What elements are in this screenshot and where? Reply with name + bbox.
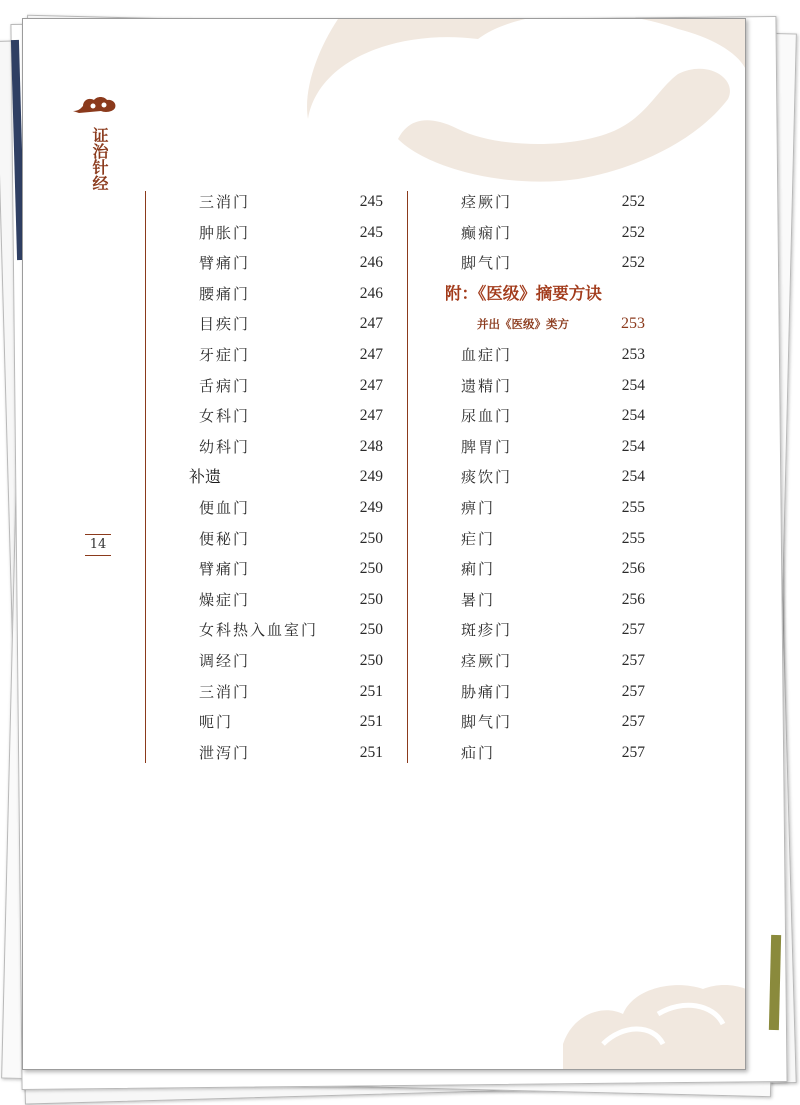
toc-entry[interactable] (175, 554, 383, 585)
toc-appendix-heading[interactable] (437, 279, 645, 310)
toc-entry-page: 251 (359, 682, 383, 700)
toc-section-heading[interactable] (175, 462, 383, 493)
toc-entry-title: 目疾门 (199, 315, 251, 334)
toc-column-right (437, 187, 645, 768)
toc-entry-title: 调经门 (199, 651, 251, 670)
toc-column-left (175, 187, 383, 768)
toc-entry-page: 257 (621, 743, 645, 761)
toc-entry-page: 250 (359, 590, 383, 608)
toc-entry[interactable] (175, 585, 383, 616)
toc-entry-page: 247 (359, 376, 383, 394)
toc-entry[interactable] (175, 707, 383, 738)
toc-entry[interactable] (437, 218, 645, 249)
toc-entry-page: 257 (621, 713, 645, 731)
toc-entry[interactable] (175, 401, 383, 432)
toc-section-title: 补遗 (189, 467, 222, 487)
toc-entry-title: 臂痛门 (199, 560, 251, 579)
toc-entry-page: 247 (359, 345, 383, 363)
toc-entry[interactable] (437, 585, 645, 616)
toc-entry-title: 牙症门 (199, 345, 251, 364)
toc-entry[interactable] (175, 340, 383, 371)
toc-entry[interactable] (175, 309, 383, 340)
toc-entry-title: 女科热入血室门 (199, 621, 319, 640)
toc-entry-title: 泄泻门 (199, 743, 251, 762)
toc-entry-page: 254 (621, 376, 645, 394)
toc-entry-title: 痰饮门 (461, 468, 513, 487)
toc-entry[interactable] (437, 340, 645, 371)
toc-entry-page: 253 (621, 315, 645, 333)
toc-entry[interactable] (437, 738, 645, 769)
toc-entry-title: 痉厥门 (461, 651, 513, 670)
toc-entry-page: 251 (359, 743, 383, 761)
toc-entry-title: 三消门 (199, 193, 251, 211)
toc-entry-title: 舌病门 (199, 376, 251, 395)
toc-entry-page: 250 (359, 529, 383, 547)
toc-entry-title: 女科门 (199, 407, 251, 426)
toc-entry-title: 腰痛门 (199, 284, 251, 303)
toc-entry-page: 257 (621, 682, 645, 700)
toc-entry-page: 250 (359, 651, 383, 669)
toc-entry-title: 癫痫门 (461, 223, 513, 242)
toc-entry[interactable] (175, 524, 383, 555)
toc-entry-page: 254 (621, 437, 645, 455)
toc-entry[interactable] (175, 248, 383, 279)
toc-appendix-title: 附：《医级》摘要方诀 (445, 283, 602, 303)
toc-entry-page: 251 (359, 713, 383, 731)
toc-entry-title: 三消门 (199, 682, 251, 701)
running-title: 证治针经 (90, 127, 109, 191)
toc-entry-page: 245 (359, 223, 383, 241)
auspicious-cloud-logo-icon (71, 94, 119, 116)
toc-entry-page: 247 (359, 407, 383, 425)
toc-entry[interactable] (175, 493, 383, 524)
toc-entry[interactable] (437, 707, 645, 738)
toc-entry[interactable] (437, 493, 645, 524)
toc-entry-page: 257 (621, 651, 645, 669)
toc-entry[interactable] (175, 432, 383, 463)
toc-entry[interactable] (437, 371, 645, 402)
toc-entry[interactable] (175, 218, 383, 249)
toc-entry-page: 250 (359, 560, 383, 578)
toc-entry-page: 256 (621, 560, 645, 578)
toc-entry-title: 肿胀门 (199, 223, 251, 242)
toc-entry[interactable] (437, 554, 645, 585)
toc-entry-title: 燥症门 (199, 590, 251, 609)
toc-entry[interactable] (437, 401, 645, 432)
column-divider (145, 191, 146, 763)
toc-entry[interactable] (175, 615, 383, 646)
page-number: 14 (85, 534, 111, 556)
toc-entry-title: 幼科门 (199, 437, 251, 456)
toc-entry-title: 脚气门 (461, 254, 513, 273)
toc-entry[interactable] (175, 371, 383, 402)
toc-entry-page: 252 (621, 223, 645, 241)
toc-entry-title: 脾胃门 (461, 437, 513, 456)
toc-appendix-subtitle: 并出《医级》类方 (477, 317, 569, 332)
toc-entry-page: 254 (621, 407, 645, 425)
toc-entry[interactable] (175, 646, 383, 677)
toc-entry-page: 257 (621, 621, 645, 639)
toc-entry-title: 血症门 (461, 345, 513, 364)
toc-entry-title: 遗精门 (461, 376, 513, 395)
toc-entry[interactable] (175, 677, 383, 708)
toc-entry-title: 脚气门 (461, 713, 513, 732)
toc-entry-title: 便秘门 (199, 529, 251, 548)
toc-entry-page: 245 (359, 193, 383, 210)
toc-entry[interactable] (437, 187, 645, 218)
toc-entry[interactable] (437, 462, 645, 493)
toc-entry-page: 250 (359, 621, 383, 639)
toc-entry-page: 256 (621, 590, 645, 608)
toc-entry-title: 痢门 (461, 560, 496, 579)
toc-entry[interactable] (437, 615, 645, 646)
toc-entry-page: 253 (621, 345, 645, 363)
auspicious-cloud-bottom-icon (563, 974, 746, 1070)
toc-entry[interactable] (175, 279, 383, 310)
toc-entry-page: 249 (359, 498, 383, 516)
toc-entry-title: 尿血门 (461, 407, 513, 426)
toc-entry-page: 252 (621, 254, 645, 272)
toc-entry[interactable] (437, 524, 645, 555)
toc-entry-page: 247 (359, 315, 383, 333)
toc-entry[interactable] (437, 646, 645, 677)
column-divider (407, 191, 408, 763)
toc-entry-page: 246 (359, 284, 383, 302)
toc-entry-title: 疟门 (461, 529, 496, 548)
toc-entry[interactable] (437, 432, 645, 463)
toc-entry-title: 斑疹门 (461, 621, 513, 640)
toc-entry[interactable] (437, 248, 645, 279)
book-page (22, 18, 746, 1070)
toc-entry-page: 248 (359, 437, 383, 455)
toc-entry-title: 疝门 (461, 743, 496, 762)
toc-entry-page: 255 (621, 498, 645, 516)
toc-entry-title: 暑门 (461, 590, 496, 609)
toc-entry[interactable] (175, 738, 383, 769)
toc-entry-page: 255 (621, 529, 645, 547)
toc-entry-title: 痹门 (461, 498, 496, 517)
toc-entry-page: 246 (359, 254, 383, 272)
auspicious-cloud-top-icon (278, 19, 746, 189)
toc-entry[interactable] (175, 187, 383, 218)
toc-appendix-subheading[interactable] (437, 309, 645, 340)
toc-entry-page: 254 (621, 468, 645, 486)
toc-entry[interactable] (437, 677, 645, 708)
toc-entry-title: 便血门 (199, 498, 251, 517)
toc-entry-page: 252 (621, 193, 645, 210)
toc-entry-title: 痉厥门 (461, 193, 513, 211)
toc-entry-title: 呃门 (199, 713, 234, 732)
toc-entry-title: 胁痛门 (461, 682, 513, 701)
toc-entry-page: 249 (359, 468, 383, 486)
toc-entry-title: 臂痛门 (199, 254, 251, 273)
